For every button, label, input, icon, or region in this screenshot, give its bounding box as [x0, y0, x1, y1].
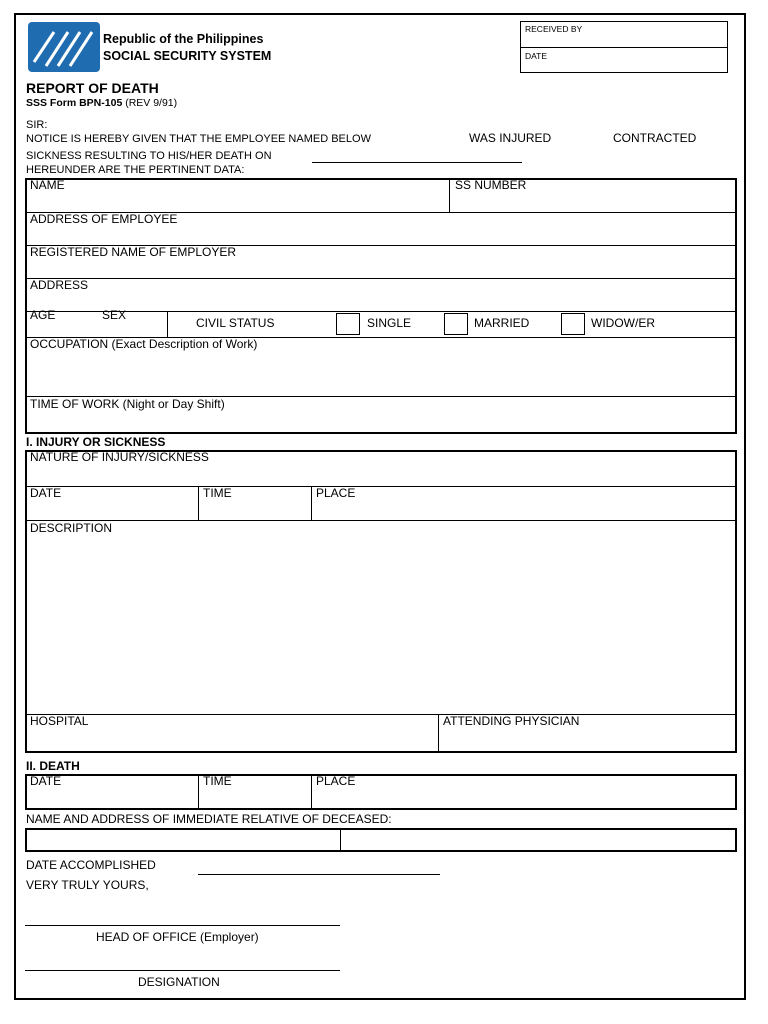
injury-nature-label: NATURE OF INJURY/SICKNESS: [30, 450, 209, 464]
death-time-label: TIME: [203, 774, 232, 788]
injury-date-label: DATE: [30, 486, 62, 500]
notice-line-3: HEREUNDER ARE THE PERTINENT DATA:: [26, 164, 245, 176]
form-number-code: SSS Form BPN-105: [26, 97, 123, 109]
received-date-field[interactable]: [522, 59, 726, 71]
occupation-label: OCCUPATION (Exact Description of Work): [30, 337, 258, 351]
employer-name-field[interactable]: [28, 260, 733, 276]
widow-checkbox[interactable]: [561, 313, 585, 335]
closing-text: VERY TRULY YOURS,: [26, 878, 149, 892]
was-injured-option[interactable]: WAS INJURED: [469, 131, 552, 145]
notice-text: NOTICE IS HEREBY GIVEN THAT THE EMPLOYEE NAMED BELOW: [26, 133, 371, 145]
death-place-label: PLACE: [316, 774, 356, 788]
ss-number-field[interactable]: [453, 193, 733, 210]
time-of-work-label: TIME OF WORK (Night or Day Shift): [30, 397, 225, 411]
injury-date-field[interactable]: [28, 501, 196, 518]
single-label: SINGLE: [367, 316, 412, 330]
death-date-field[interactable]: [28, 789, 196, 807]
injury-place-field[interactable]: [314, 501, 733, 518]
received-date-label: DATE: [525, 51, 548, 61]
form-revision: (REV 9/91): [125, 97, 178, 109]
notice-line-2: SICKNESS RESULTING TO HIS/HER DEATH ON: [26, 150, 272, 162]
death-date-label: DATE: [30, 774, 62, 788]
description-label: DESCRIPTION: [30, 521, 113, 535]
death-section-title: II. DEATH: [26, 759, 80, 773]
injury-nature-field[interactable]: [28, 465, 733, 484]
death-time-field[interactable]: [201, 789, 309, 807]
physician-label: ATTENDING PHYSICIAN: [443, 714, 580, 728]
injury-time-label: TIME: [203, 486, 232, 500]
head-of-office-label: HEAD OF OFFICE (Employer): [96, 930, 259, 944]
age-label: AGE: [30, 308, 56, 322]
employer-address-field[interactable]: [28, 293, 733, 309]
married-label: MARRIED: [474, 316, 530, 330]
occupation-field[interactable]: [28, 352, 733, 394]
injury-section-title: I. INJURY OR SICKNESS: [26, 435, 166, 449]
designation-line[interactable]: [25, 970, 340, 971]
widow-label: WIDOW/ER: [591, 316, 655, 330]
hospital-field[interactable]: [28, 729, 435, 750]
employee-address-label: ADDRESS OF EMPLOYEE: [30, 212, 178, 226]
form-number: [26, 97, 177, 109]
civil-status-label: CIVIL STATUS: [196, 316, 275, 330]
name-field[interactable]: [28, 193, 446, 210]
injury-place-label: PLACE: [316, 486, 356, 500]
ss-number-label: SS NUMBER: [455, 178, 527, 192]
employer-address-label: ADDRESS: [30, 278, 89, 292]
hospital-label: HOSPITAL: [30, 714, 89, 728]
relative-address-field[interactable]: [343, 830, 733, 850]
contracted-option[interactable]: CONTRACTED: [613, 131, 697, 145]
agency-name: Republic of the Philippines: [103, 32, 264, 46]
time-of-work-field[interactable]: [28, 412, 733, 431]
description-field[interactable]: [28, 536, 733, 712]
death-place-field[interactable]: [314, 789, 733, 807]
date-accomplished-line[interactable]: [198, 874, 440, 875]
sss-logo-icon: [28, 22, 100, 72]
date-accomplished-label: DATE ACCOMPLISHED: [26, 858, 156, 872]
single-checkbox[interactable]: [336, 313, 360, 335]
salutation: SIR:: [26, 119, 48, 131]
employee-address-field[interactable]: [28, 227, 733, 243]
form-title: REPORT OF DEATH: [26, 80, 159, 96]
signature-line[interactable]: [25, 925, 340, 926]
sex-label: SEX: [102, 308, 127, 322]
received-by-label: RECEIVED BY: [525, 24, 583, 34]
employer-name-label: REGISTERED NAME OF EMPLOYER: [30, 245, 237, 259]
injury-time-field[interactable]: [201, 501, 309, 518]
physician-field[interactable]: [441, 729, 733, 750]
married-checkbox[interactable]: [444, 313, 468, 335]
received-by-field[interactable]: [522, 33, 726, 46]
death-date-line[interactable]: [312, 162, 522, 163]
agency-subtitle: SOCIAL SECURITY SYSTEM: [103, 49, 272, 63]
relative-label: NAME AND ADDRESS OF IMMEDIATE RELATIVE OF DECEASED:: [26, 812, 392, 826]
designation-label: DESIGNATION: [138, 975, 220, 989]
relative-name-field[interactable]: [28, 830, 337, 850]
name-label: NAME: [30, 178, 65, 192]
